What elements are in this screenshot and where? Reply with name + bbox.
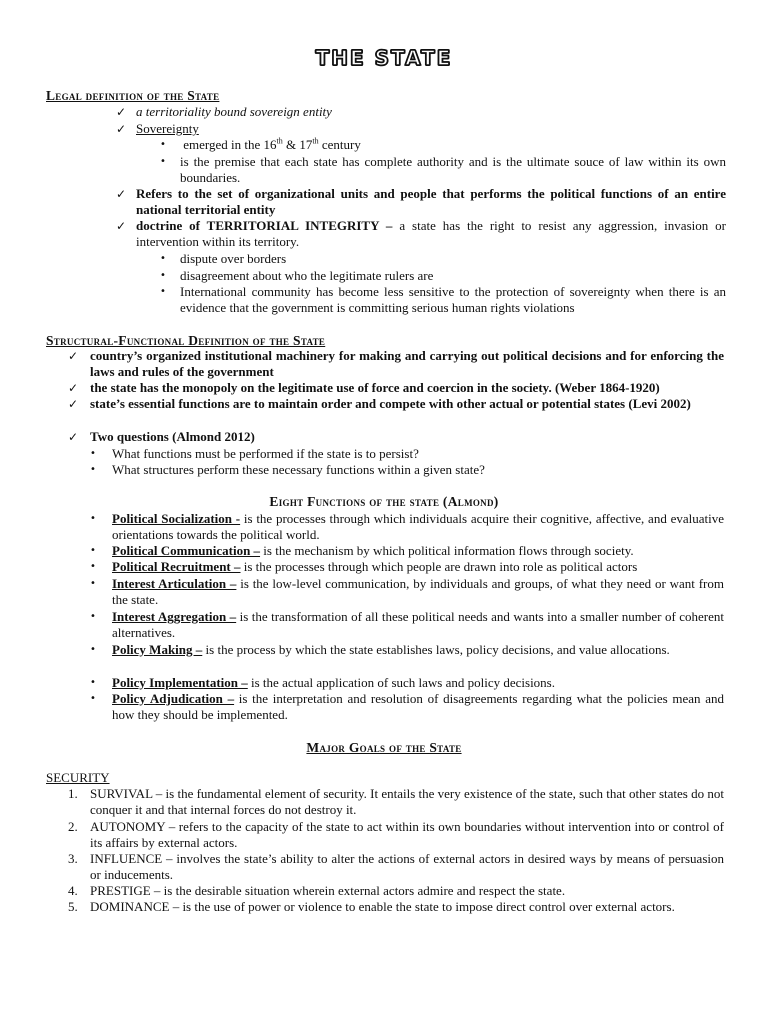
page-title: THE STATE: [315, 46, 453, 70]
security-subheading: SECURITY: [46, 770, 110, 785]
bullet-icon: •: [90, 611, 96, 622]
list-item: • International community has become less sensitive to the protection of sovereignty when there is an evidence that the government is committing serious human rights violations: [160, 284, 726, 315]
list-item: ✓ Refers to the set of organizational units and people that performs the political functions of an entire national territorial entity: [116, 186, 726, 217]
bullet-icon: •: [90, 513, 96, 524]
list-item: ✓ doctrine of TERRITORIAL INTEGRITY – a state has the right to resist any aggression, invasion or intervention within its territory.: [116, 218, 726, 249]
list-item: 1. SURVIVAL – is the fundamental element of security. It entails the very existence of the state, such that other states do not conquer it and that internal forces do not destroy it.: [68, 786, 724, 817]
list-item: • Interest Articulation – is the low-level communication, by individuals and groups, of what they need or want from the state.: [90, 576, 725, 607]
checkmark-icon: ✓: [116, 219, 127, 233]
bullet-icon: •: [90, 561, 96, 572]
list-item: • Policy Adjudication – is the interpretation and resolution of disagreements regarding what the policies mean and how they should be implemented.: [90, 691, 724, 722]
checkmark-icon: ✓: [116, 122, 127, 136]
bullet-icon: •: [160, 139, 166, 150]
eight-functions-heading: Eight Functions of the state (Almond): [269, 494, 499, 509]
bullet-icon: •: [90, 464, 96, 475]
checkmark-icon: ✓: [68, 430, 79, 444]
bullet-icon: •: [90, 677, 96, 688]
bullet-icon: •: [160, 253, 166, 264]
list-item: 3. INFLUENCE – involves the state’s ability to alter the actions of external actors in desired ways by means of persuasion or inducements.: [68, 851, 724, 882]
bullet-icon: •: [90, 448, 96, 459]
list-item: ✓ state’s essential functions are to maintain order and compete with other actual or potential states (Levi 2002): [68, 396, 691, 411]
list-item: ✓ country’s organized institutional machinery for making and carrying out political decisions and for enforcing the laws and rules of the government: [68, 348, 724, 379]
list-item: • Policy Implementation – is the actual application of such laws and policy decisions.: [90, 675, 555, 690]
bullet-icon: •: [160, 270, 166, 281]
bullet-icon: •: [90, 578, 96, 589]
list-item: ✓ Two questions (Almond 2012): [68, 429, 255, 444]
list-item: • Political Socialization - is the processes through which individuals acquire their cognitive, affective, and evaluative orientations towards the political world.: [90, 511, 725, 542]
checkmark-icon: ✓: [68, 349, 79, 363]
list-item: • What functions must be performed if the state is to persist?: [90, 446, 419, 461]
list-item: 5. DOMINANCE – is the use of power or violence to enable the state to impose direct control over external actors.: [68, 899, 675, 914]
list-item: • is the premise that each state has complete authority and is the ultimate souce of law within its own boundaries.: [160, 154, 726, 185]
list-item: • Political Communication – is the mechanism by which political information flows through society.: [90, 543, 634, 558]
list-item: • Policy Making – is the process by which the state establishes laws, policy decisions, and value allocations.: [90, 642, 670, 657]
list-item: • dispute over borders: [160, 251, 287, 266]
checkmark-icon: ✓: [116, 187, 127, 201]
list-item: 2. AUTONOMY – refers to the capacity of the state to act within its own boundaries without intervention into or control of its affairs by external actors.: [68, 819, 724, 850]
legal-definition-heading: Legal definition of the State: [46, 88, 220, 103]
structural-functional-heading: Structural-Functional Definition of the State: [46, 333, 326, 348]
bullet-icon: •: [90, 545, 96, 556]
checkmark-icon: ✓: [116, 105, 127, 119]
list-item: • Interest Aggregation – is the transformation of all these political needs and wants into a smaller number of coherent alternatives.: [90, 609, 724, 640]
list-item: ✓ the state has the monopoly on the legitimate use of force and coercion in the society. (Weber 1864-1920): [68, 380, 660, 395]
list-item: ✓ Sovereignty: [116, 121, 199, 136]
list-item: • emerged in the 16th & 17th century: [160, 136, 361, 152]
list-item: 4. PRESTIGE – is the desirable situation wherein external actors admire and respect the state.: [68, 883, 566, 898]
bullet-icon: •: [90, 693, 96, 704]
list-item: • What structures perform these necessary functions within a given state?: [90, 462, 485, 477]
checkmark-icon: ✓: [68, 381, 79, 395]
bullet-icon: •: [90, 644, 96, 655]
major-goals-heading: Major Goals of the State: [306, 740, 462, 755]
list-item: • Political Recruitment – is the processes through which people are drawn into role as political actors: [90, 559, 638, 574]
list-item: ✓ a territoriality bound sovereign entity: [116, 104, 332, 119]
list-item: • disagreement about who the legitimate rulers are: [160, 268, 434, 283]
bullet-icon: •: [160, 286, 166, 297]
bullet-icon: •: [160, 156, 166, 167]
checkmark-icon: ✓: [68, 397, 79, 411]
